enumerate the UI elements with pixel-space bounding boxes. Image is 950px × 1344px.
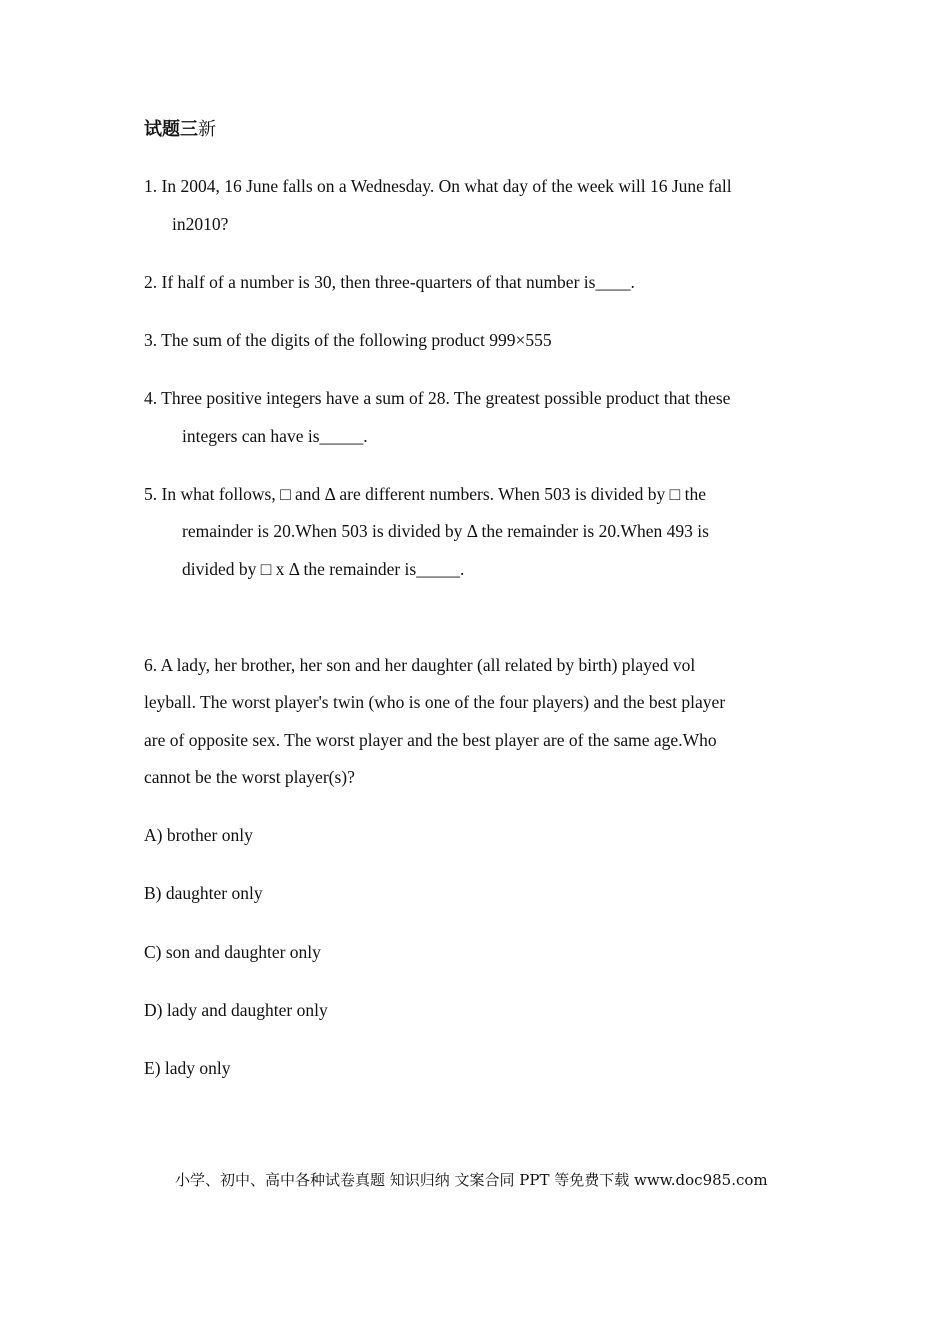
question-6-line-2: leyball. The worst player's twin (who is one of the four players) and the best player <box>144 692 726 712</box>
question-4-line-2: integers can have is_____. <box>182 426 368 446</box>
option-c: C) son and daughter only <box>144 942 321 962</box>
page-title <box>144 117 216 143</box>
title-normal: 新 <box>198 119 216 140</box>
question-1-line-2: in2010? <box>172 214 229 234</box>
option-a: A) brother only <box>144 825 253 845</box>
question-6-line-1: 6. A lady, her brother, her son and her daughter (all related by birth) played vol <box>144 655 696 675</box>
option-b: B) daughter only <box>144 883 263 903</box>
option-d: D) lady and daughter only <box>144 1000 328 1020</box>
page-footer: 小学、初中、高中各种试卷真题 知识归纳 文案合同 PPT 等免费下载 www.doc985.com <box>175 1171 768 1189</box>
option-e: E) lady only <box>144 1058 231 1078</box>
question-6-line-3: are of opposite sex. The worst player and the best player are of the same age.Who <box>144 730 717 750</box>
question-4-line-1: 4. Three positive integers have a sum of 28. The greatest possible product that these <box>144 388 731 408</box>
title-bold: 试题三 <box>144 119 198 140</box>
question-5-line-1: 5. In what follows, □ and Δ are different numbers. When 503 is divided by □ the <box>144 484 706 504</box>
question-3-line-1: 3. The sum of the digits of the following product 999×555 <box>144 330 552 350</box>
question-1-line-1: 1. In 2004, 16 June falls on a Wednesday. On what day of the week will 16 June fall <box>144 176 732 196</box>
question-5-line-2: remainder is 20.When 503 is divided by Δ the remainder is 20.When 493 is <box>182 521 709 541</box>
question-2-line-1: 2. If half of a number is 30, then three-quarters of that number is____. <box>144 272 635 292</box>
question-5-line-3: divided by □ x Δ the remainder is_____. <box>182 559 465 579</box>
question-6-line-4: cannot be the worst player(s)? <box>144 767 355 787</box>
